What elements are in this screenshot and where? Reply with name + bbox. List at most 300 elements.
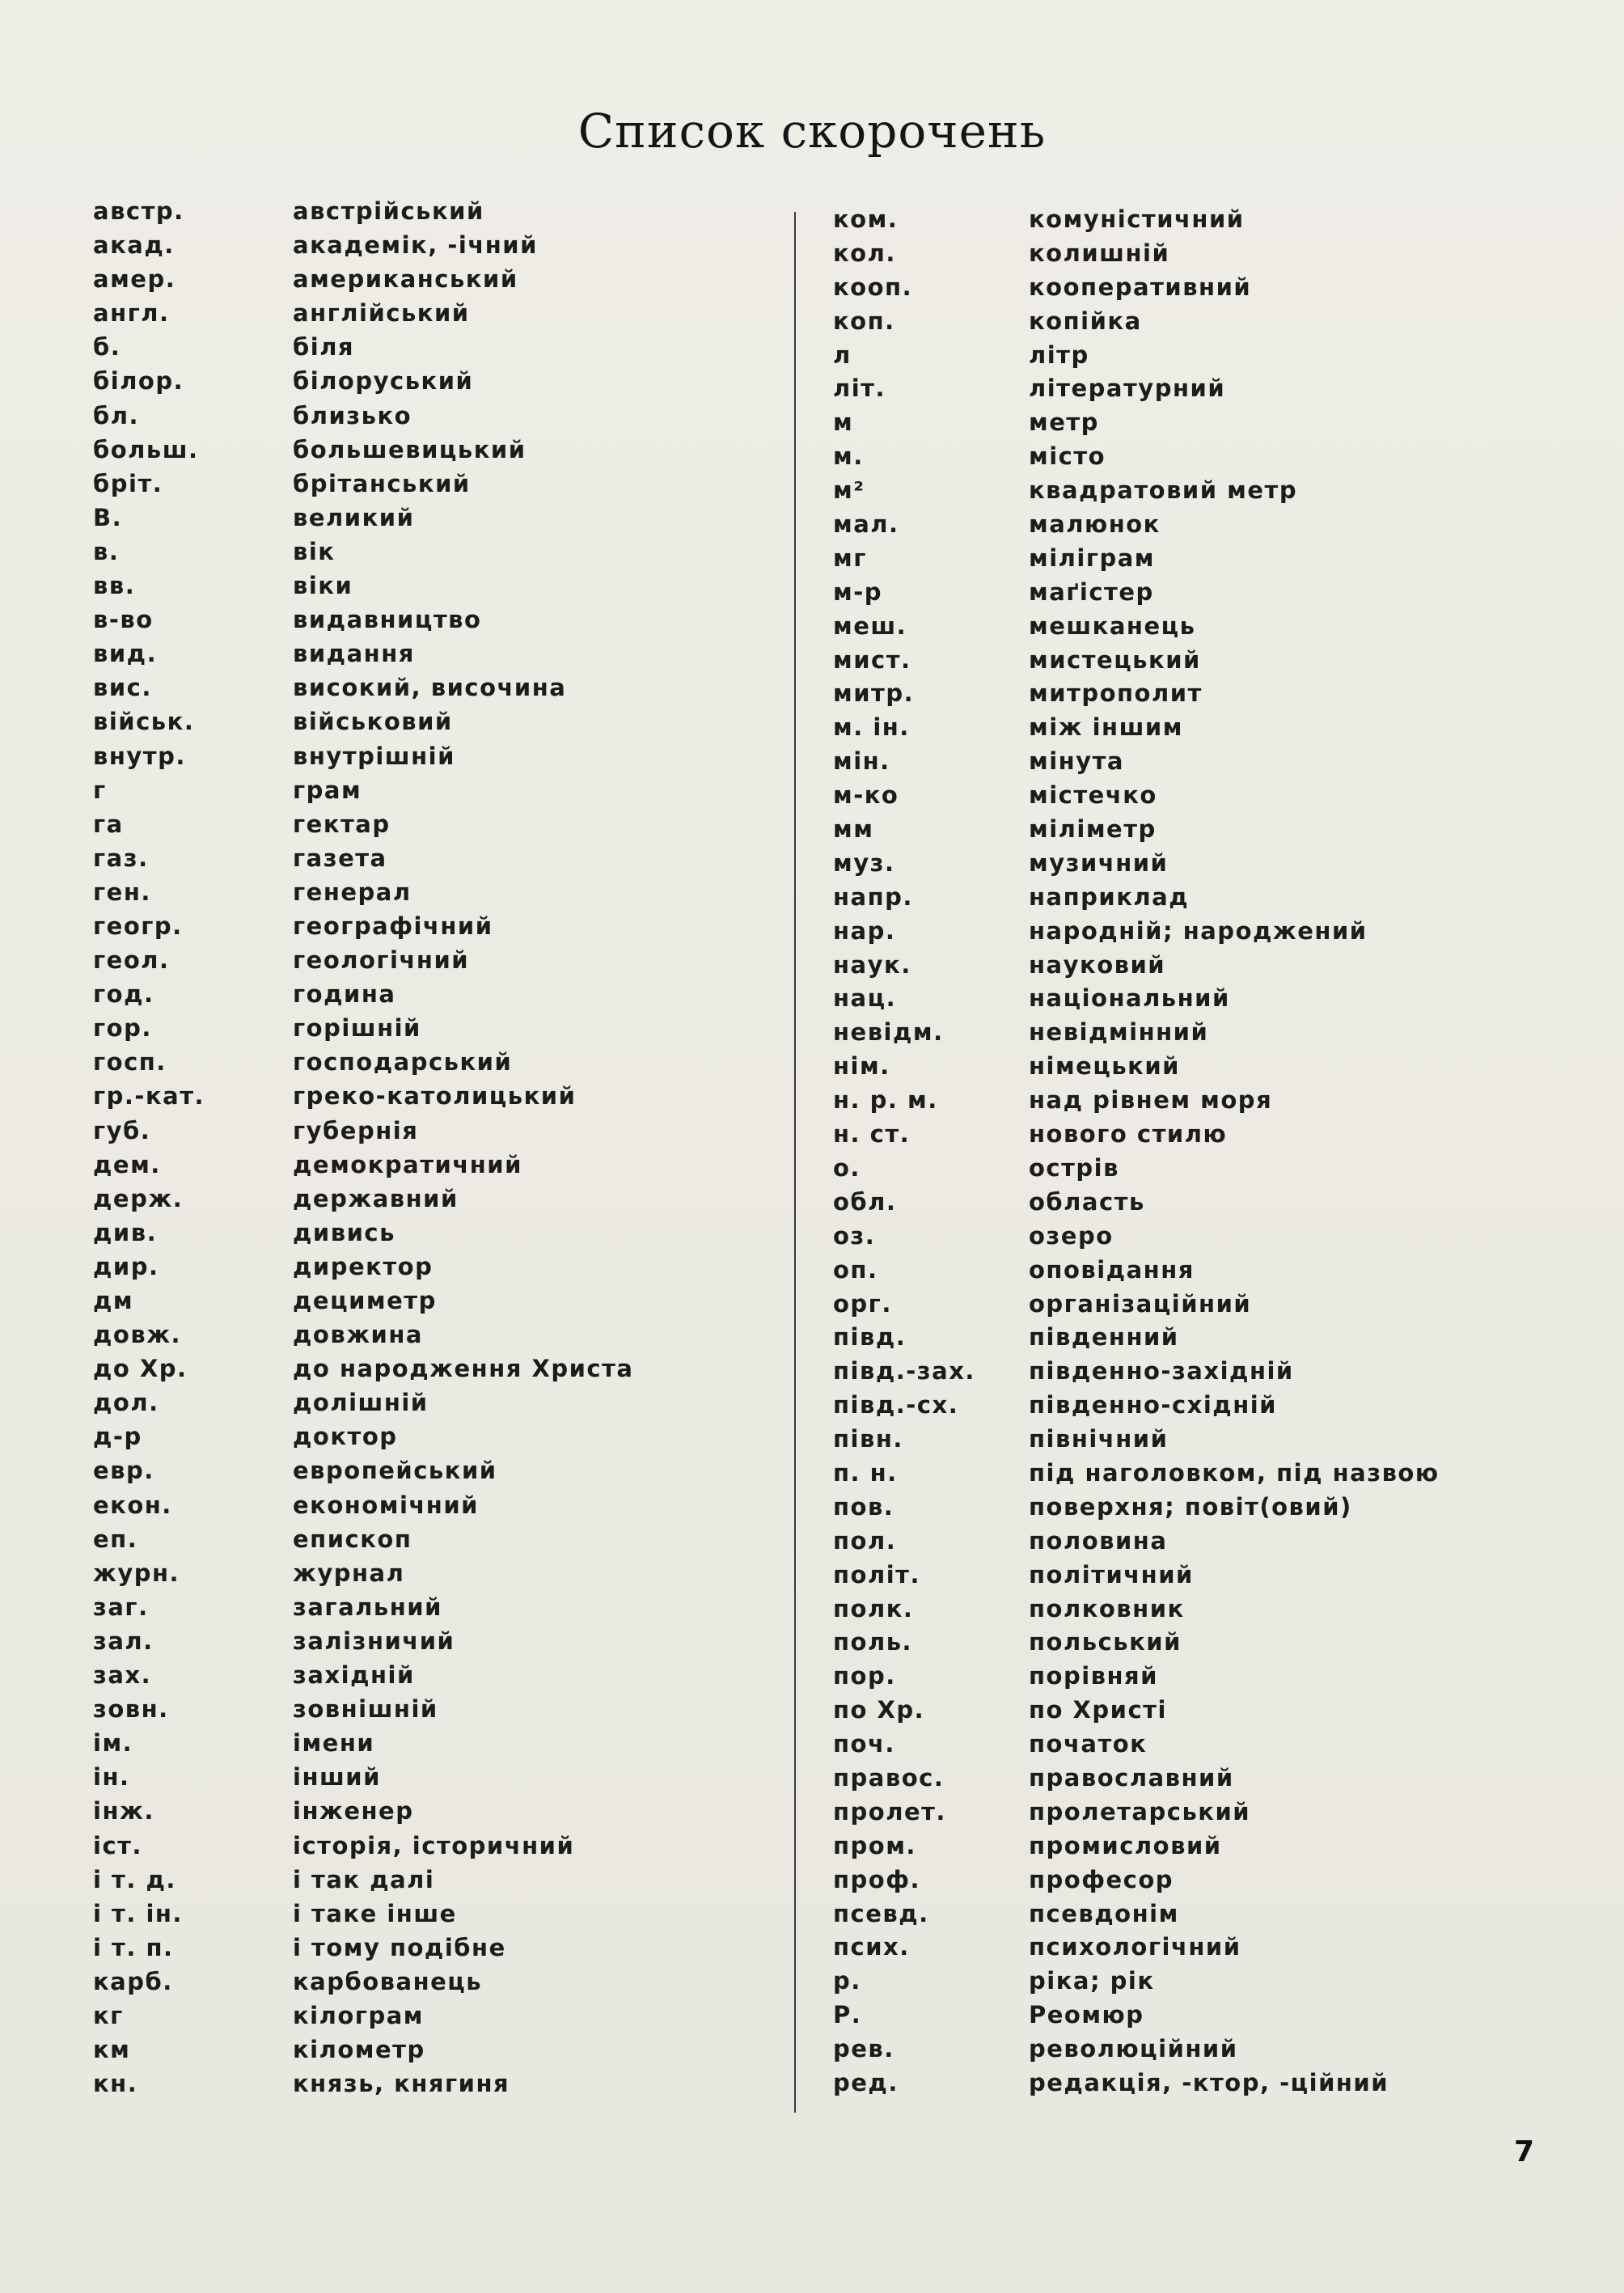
abbreviation-meaning: мешканець — [1029, 611, 1196, 640]
abbreviation: мист. — [833, 645, 911, 674]
abbreviation: по Хр. — [833, 1696, 925, 1724]
abbreviation: і т. п. — [93, 1933, 174, 1961]
abbreviation: ім. — [93, 1729, 133, 1758]
abbreviation-meaning: митрополит — [1029, 679, 1203, 708]
abbreviation-meaning: промисловий — [1029, 1831, 1222, 1859]
abbreviation-entry — [93, 399, 772, 433]
abbreviation: військ. — [93, 708, 195, 736]
abbreviation: госп. — [93, 1048, 167, 1077]
abbreviation: мм — [833, 815, 874, 844]
abbreviation: газ. — [93, 844, 149, 872]
abbreviation-meaning: залізничий — [293, 1627, 455, 1655]
abbreviation-meaning: над рівнем моря — [1029, 1086, 1273, 1115]
abbreviation-entry — [833, 778, 1561, 812]
abbreviation-meaning: псевдонім — [1029, 1899, 1179, 1927]
abbreviation-meaning: вік — [293, 537, 336, 565]
abbreviation-entry — [93, 1726, 772, 1760]
abbreviation-entry — [833, 1795, 1561, 1829]
abbreviation-entry — [93, 1386, 772, 1419]
abbreviation-meaning: половина — [1029, 1526, 1168, 1555]
abbreviation-entry — [833, 1592, 1561, 1626]
abbreviation-entry — [93, 364, 772, 398]
abbreviation-entry — [93, 1352, 772, 1386]
abbreviation-meaning: міліграм — [1029, 544, 1156, 572]
abbreviation-meaning: імени — [293, 1729, 375, 1758]
abbreviation-meaning: пролетарський — [1029, 1797, 1251, 1826]
abbreviation-meaning: економічний — [293, 1491, 479, 1519]
abbreviation-meaning: дециметр — [293, 1287, 437, 1314]
abbreviation: год. — [93, 980, 154, 1009]
abbreviation-entry — [833, 1761, 1561, 1795]
abbreviation-meaning: музичний — [1029, 848, 1169, 877]
abbreviation: зовн. — [93, 1695, 169, 1724]
abbreviation-meaning: видання — [293, 640, 415, 668]
abbreviation-entry — [833, 981, 1561, 1015]
abbreviation-entry — [93, 1488, 772, 1522]
abbreviation-entry — [833, 1320, 1561, 1354]
abbreviation-meaning: долішній — [293, 1389, 429, 1417]
abbreviation-meaning: греко-католицький — [293, 1082, 577, 1111]
abbreviation-meaning: генерал — [293, 878, 412, 906]
abbreviation: див. — [93, 1218, 158, 1246]
abbreviation: м-р — [833, 577, 882, 606]
abbreviation-meaning: державний — [293, 1184, 459, 1212]
abbreviation: ген. — [93, 878, 151, 906]
abbreviation-entry — [93, 2067, 772, 2101]
abbreviation-entry — [93, 1318, 772, 1352]
abbreviation-entry — [93, 1863, 772, 1897]
abbreviation-meaning: внутрішній — [293, 742, 455, 770]
abbreviation-meaning: географічний — [293, 912, 493, 940]
abbreviation-entry — [833, 236, 1561, 270]
abbreviation: вид. — [93, 640, 158, 668]
abbreviation-meaning: військовий — [293, 708, 453, 736]
abbreviation: дол. — [93, 1389, 159, 1417]
abbreviation: кн. — [93, 2070, 138, 2098]
abbreviation-entry — [833, 1253, 1561, 1287]
abbreviation-entry — [93, 943, 772, 977]
abbreviation-entry — [93, 194, 772, 228]
abbreviation-entry — [833, 507, 1561, 541]
abbreviations-right-column — [833, 202, 1561, 2100]
abbreviation-entry — [833, 405, 1561, 439]
abbreviation-meaning: до народження Христа — [293, 1355, 634, 1383]
abbreviation-meaning: острів — [1029, 1153, 1119, 1182]
abbreviation-entry — [833, 1388, 1561, 1422]
abbreviation-entry — [93, 1658, 772, 1692]
abbreviation-entry — [833, 439, 1561, 473]
abbreviation-meaning: організаційний — [1029, 1289, 1252, 1318]
abbreviation-meaning: полковник — [1029, 1594, 1185, 1622]
abbreviation: митр. — [833, 679, 915, 708]
abbreviation: кооп. — [833, 273, 913, 301]
abbreviation-entry — [833, 2066, 1561, 2100]
abbreviation-meaning: білоруський — [293, 367, 474, 396]
abbreviation: і т. д. — [93, 1865, 176, 1893]
abbreviation-entry — [833, 1015, 1561, 1049]
abbreviation: наук. — [833, 950, 911, 979]
abbreviation-entry — [833, 1287, 1561, 1321]
abbreviation: м — [833, 408, 854, 437]
abbreviation-entry — [833, 1659, 1561, 1693]
abbreviation: м-ко — [833, 781, 899, 810]
abbreviation-meaning: журнал — [293, 1559, 405, 1587]
abbreviation-entry — [833, 1998, 1561, 2032]
abbreviation: ред. — [833, 2068, 899, 2096]
abbreviation-entry — [93, 1522, 772, 1556]
abbreviation-meaning: психологічний — [1029, 1933, 1241, 1961]
abbreviation-meaning: доктор — [293, 1423, 398, 1451]
abbreviation-meaning: історія, історичний — [293, 1831, 575, 1859]
abbreviation-entry — [833, 1151, 1561, 1185]
abbreviation-meaning: директор — [293, 1252, 433, 1280]
abbreviation-entry — [93, 1079, 772, 1113]
abbreviation-meaning: демократичний — [293, 1150, 522, 1178]
abbreviation-entry — [93, 1148, 772, 1182]
abbreviation-meaning: і так далі — [293, 1865, 435, 1893]
abbreviation: невідм. — [833, 1018, 944, 1047]
abbreviation-meaning: між іншим — [1029, 713, 1183, 742]
abbreviation-entry — [833, 541, 1561, 575]
abbreviation: до Хр. — [93, 1355, 188, 1383]
abbreviation-meaning: літр — [1029, 341, 1089, 369]
abbreviation: вв. — [93, 572, 136, 600]
abbreviation: правос. — [833, 1763, 945, 1792]
abbreviation: іст. — [93, 1831, 142, 1859]
abbreviation: геогр. — [93, 912, 183, 940]
abbreviation: амер. — [93, 265, 176, 294]
abbreviation-meaning: і тому подібне — [293, 1933, 506, 1961]
abbreviation-meaning: православний — [1029, 1763, 1234, 1792]
abbreviation-meaning: і таке інше — [293, 1899, 457, 1927]
abbreviation-entry — [833, 304, 1561, 338]
abbreviation-entry — [93, 807, 772, 841]
abbreviation-entry — [93, 1897, 772, 1931]
abbreviation-entry — [833, 338, 1561, 372]
abbreviation: екон. — [93, 1491, 172, 1519]
abbreviation-meaning: копійка — [1029, 307, 1142, 335]
abbreviation-entry — [93, 977, 772, 1011]
abbreviation: в-во — [93, 606, 154, 634]
abbreviation: білор. — [93, 367, 184, 396]
abbreviation: заг. — [93, 1593, 149, 1621]
abbreviation-entry — [833, 270, 1561, 304]
abbreviation-meaning: місто — [1029, 442, 1106, 471]
abbreviation-meaning: близько — [293, 401, 412, 429]
abbreviation: гр.-кат. — [93, 1082, 205, 1111]
abbreviation-meaning: горішній — [293, 1014, 421, 1043]
abbreviation-entry — [93, 739, 772, 773]
abbreviation-meaning: по Христі — [1029, 1696, 1167, 1724]
abbreviation: га — [93, 810, 124, 838]
abbreviation-entry — [93, 704, 772, 738]
abbreviation-entry — [93, 1453, 772, 1487]
abbreviation-meaning: національний — [1029, 984, 1230, 1013]
abbreviation-entry — [93, 1114, 772, 1148]
abbreviation-entry — [93, 637, 772, 671]
abbreviation: евр. — [93, 1457, 154, 1485]
abbreviation-entry — [93, 467, 772, 501]
abbreviation-meaning: південно-східній — [1029, 1391, 1278, 1419]
abbreviation: полк. — [833, 1594, 914, 1622]
abbreviation: коп. — [833, 307, 895, 335]
abbreviation-entry — [833, 1219, 1561, 1253]
abbreviation: обл. — [833, 1187, 897, 1216]
abbreviation-meaning: високий, височина — [293, 674, 567, 702]
abbreviation-meaning: південно-західній — [1029, 1357, 1294, 1386]
abbreviation-meaning: маґістер — [1029, 577, 1154, 606]
abbreviation-entry — [833, 2032, 1561, 2066]
abbreviation: н. ст. — [833, 1120, 911, 1149]
abbreviation-meaning: порівняй — [1029, 1662, 1158, 1690]
abbreviation: оп. — [833, 1255, 878, 1284]
abbreviation: інж. — [93, 1797, 154, 1826]
abbreviation-entry — [833, 812, 1561, 846]
abbreviation: нар. — [833, 916, 896, 945]
abbreviation-entry — [833, 1829, 1561, 1863]
abbreviation-meaning: початок — [1029, 1730, 1148, 1758]
abbreviation-meaning: кооперативний — [1029, 273, 1252, 301]
abbreviations-left-column — [93, 194, 772, 2101]
abbreviation: бріт. — [93, 469, 163, 497]
abbreviation: поль. — [833, 1628, 913, 1656]
abbreviation-entry — [833, 744, 1561, 778]
abbreviation: проф. — [833, 1865, 921, 1893]
abbreviation: дем. — [93, 1150, 161, 1178]
abbreviation: геол. — [93, 946, 170, 975]
abbreviation-meaning: кілометр — [293, 2036, 425, 2064]
abbreviation-entry — [93, 1556, 772, 1590]
abbreviation: півд. — [833, 1323, 907, 1352]
abbreviation-meaning: область — [1029, 1187, 1145, 1216]
abbreviation-meaning: науковий — [1029, 950, 1166, 979]
abbreviation-entry — [93, 1216, 772, 1250]
abbreviation-meaning: віки — [293, 572, 353, 600]
abbreviation: дир. — [93, 1252, 159, 1280]
abbreviation: псих. — [833, 1933, 910, 1961]
abbreviation-entry — [93, 1829, 772, 1863]
abbreviation-meaning: малюнок — [1029, 510, 1161, 539]
abbreviation-meaning: карбованець — [293, 1967, 483, 1995]
abbreviation-entry — [93, 262, 772, 296]
abbreviation-entry — [93, 569, 772, 603]
abbreviation-entry — [833, 1727, 1561, 1761]
abbreviation-entry — [93, 671, 772, 704]
abbreviation-meaning: большевицький — [293, 435, 527, 463]
abbreviation-meaning: видавництво — [293, 606, 482, 634]
abbreviation: гор. — [93, 1014, 152, 1043]
abbreviation: зах. — [93, 1661, 152, 1690]
abbreviation-entry — [93, 1965, 772, 1999]
abbreviation-entry — [93, 296, 772, 330]
page-number: 7 — [1514, 2135, 1535, 2168]
abbreviation-entry — [833, 1049, 1561, 1083]
abbreviation: і т. ін. — [93, 1899, 183, 1927]
abbreviation: кол. — [833, 239, 896, 267]
abbreviation-meaning: князь, княгиня — [293, 2070, 510, 2098]
abbreviation: вис. — [93, 674, 152, 702]
abbreviation-meaning: інженер — [293, 1797, 414, 1826]
abbreviation: пролет. — [833, 1797, 946, 1826]
abbreviation-entry — [833, 1117, 1561, 1151]
abbreviation-entry — [93, 1284, 772, 1318]
abbreviation: мін. — [833, 747, 890, 776]
abbreviation-meaning: колишній — [1029, 239, 1170, 267]
abbreviation-meaning: ріка; рік — [1029, 1967, 1155, 1995]
abbreviation: мг — [833, 544, 867, 572]
abbreviation: л — [833, 341, 852, 369]
abbreviation: н. р. м. — [833, 1086, 938, 1115]
abbreviation-entry — [93, 1045, 772, 1079]
abbreviation-meaning: газета — [293, 844, 387, 872]
abbreviation-entry — [833, 371, 1561, 405]
abbreviation-meaning: літературний — [1029, 374, 1226, 403]
abbreviation-meaning: квадратовий метр — [1029, 476, 1298, 505]
abbreviation: напр. — [833, 882, 913, 911]
abbreviation-meaning: загальний — [293, 1593, 442, 1621]
abbreviation-entry — [93, 909, 772, 943]
abbreviation: літ. — [833, 374, 886, 403]
abbreviation-entry — [833, 1456, 1561, 1490]
abbreviation-meaning: англійський — [293, 299, 470, 328]
abbreviation-meaning: комуністичний — [1029, 205, 1245, 233]
abbreviation: ком. — [833, 205, 899, 233]
abbreviation: еп. — [93, 1525, 138, 1553]
abbreviation: акад. — [93, 231, 175, 260]
abbreviation-meaning: епископ — [293, 1525, 412, 1553]
abbreviation: внутр. — [93, 742, 186, 770]
abbreviation-entry — [833, 473, 1561, 507]
abbreviation-meaning: великий — [293, 503, 415, 531]
abbreviation: мал. — [833, 510, 899, 539]
abbreviation: ін. — [93, 1763, 130, 1792]
abbreviation-entry — [833, 880, 1561, 914]
abbreviation-meaning: година — [293, 980, 396, 1009]
abbreviation-entry — [833, 1625, 1561, 1659]
abbreviation: д-р — [93, 1423, 142, 1451]
abbreviation: В. — [93, 503, 123, 531]
abbreviation-meaning: кілограм — [293, 2001, 424, 2029]
abbreviation: о. — [833, 1153, 861, 1182]
abbreviation-entry — [93, 1250, 772, 1284]
abbreviation: дм — [93, 1287, 134, 1314]
abbreviation-entry — [93, 875, 772, 909]
abbreviation-meaning: академік, -ічний — [293, 231, 538, 260]
abbreviation-meaning: нового стилю — [1029, 1120, 1228, 1149]
abbreviation-entry — [93, 330, 772, 364]
abbreviation-meaning: дивись — [293, 1218, 395, 1246]
abbreviation: кг — [93, 2001, 124, 2029]
abbreviation: поч. — [833, 1730, 895, 1758]
abbreviation-meaning: мінута — [1029, 747, 1124, 776]
abbreviation-meaning: австрійський — [293, 197, 484, 225]
abbreviation-meaning: господарський — [293, 1048, 513, 1077]
abbreviation-entry — [93, 1182, 772, 1216]
abbreviation: нім. — [833, 1052, 890, 1081]
abbreviation-meaning: геологічний — [293, 946, 470, 975]
abbreviation: довж. — [93, 1321, 182, 1349]
abbreviation-entry — [833, 676, 1561, 710]
abbreviation-meaning: оповідання — [1029, 1255, 1195, 1284]
abbreviation: муз. — [833, 848, 895, 877]
abbreviation-meaning: німецький — [1029, 1052, 1181, 1081]
abbreviation: австр. — [93, 197, 184, 225]
abbreviation: м. — [833, 442, 864, 471]
abbreviation-entry — [833, 1558, 1561, 1592]
abbreviation-meaning: поверхня; повіт(овий) — [1029, 1492, 1352, 1521]
abbreviation-meaning: брітанський — [293, 469, 471, 497]
abbreviation-meaning: грам — [293, 776, 362, 804]
abbreviation: півн. — [833, 1425, 903, 1453]
abbreviation-entry — [833, 1863, 1561, 1897]
abbreviation: км — [93, 2036, 131, 2064]
abbreviation-entry — [93, 433, 772, 467]
abbreviation-entry — [93, 1999, 772, 2033]
abbreviation-entry — [833, 710, 1561, 744]
page-title: Список скорочень — [577, 104, 1047, 159]
abbreviation: п. н. — [833, 1458, 898, 1487]
abbreviation-meaning: довжина — [293, 1321, 423, 1349]
abbreviation-entry — [93, 773, 772, 807]
abbreviation: пов. — [833, 1492, 894, 1521]
abbreviation: больш. — [93, 435, 199, 463]
abbreviation: б. — [93, 333, 121, 362]
abbreviation: пор. — [833, 1662, 896, 1690]
abbreviation-meaning: европейський — [293, 1457, 497, 1485]
abbreviation: держ. — [93, 1184, 184, 1212]
abbreviation-meaning: наприклад — [1029, 882, 1190, 911]
abbreviation: р. — [833, 1967, 861, 1995]
abbreviation-entry — [833, 1930, 1561, 1964]
abbreviation-meaning: озеро — [1029, 1221, 1114, 1250]
abbreviation: пол. — [833, 1526, 897, 1555]
abbreviation-entry — [833, 643, 1561, 677]
abbreviation-entry — [93, 1794, 772, 1828]
abbreviation-meaning: північний — [1029, 1425, 1169, 1453]
abbreviation-entry — [833, 1897, 1561, 1931]
abbreviation: журн. — [93, 1559, 180, 1587]
abbreviation-meaning: редакція, -ктор, -ційний — [1029, 2068, 1389, 2096]
abbreviation-entry — [833, 1964, 1561, 1998]
abbreviation-meaning: Реомюр — [1029, 2001, 1144, 2029]
abbreviation-entry — [93, 841, 772, 875]
abbreviation-entry — [93, 603, 772, 637]
abbreviation-entry — [93, 228, 772, 262]
abbreviation: м² — [833, 476, 865, 505]
abbreviation: г — [93, 776, 107, 804]
abbreviation-meaning: біля — [293, 333, 355, 362]
abbreviation-entry — [833, 1693, 1561, 1727]
abbreviation-meaning: губернія — [293, 1116, 419, 1144]
abbreviation-entry — [833, 1490, 1561, 1524]
abbreviation-meaning: польський — [1029, 1628, 1182, 1656]
abbreviation-entry — [93, 501, 772, 535]
abbreviation: зал. — [93, 1627, 154, 1655]
abbreviation: оз. — [833, 1221, 876, 1250]
abbreviation-meaning: західній — [293, 1661, 415, 1690]
abbreviation: бл. — [93, 401, 140, 429]
abbreviation-meaning: південний — [1029, 1323, 1179, 1352]
abbreviation-meaning: політичний — [1029, 1560, 1194, 1589]
abbreviation-entry — [833, 609, 1561, 643]
abbreviation: політ. — [833, 1560, 920, 1589]
abbreviation-meaning: народній; народжений — [1029, 916, 1368, 945]
abbreviation-entry — [93, 1624, 772, 1658]
abbreviation-meaning: американський — [293, 265, 518, 294]
abbreviation-entry — [833, 846, 1561, 880]
abbreviation-meaning: невідмінний — [1029, 1018, 1209, 1047]
abbreviation-entry — [833, 1083, 1561, 1117]
